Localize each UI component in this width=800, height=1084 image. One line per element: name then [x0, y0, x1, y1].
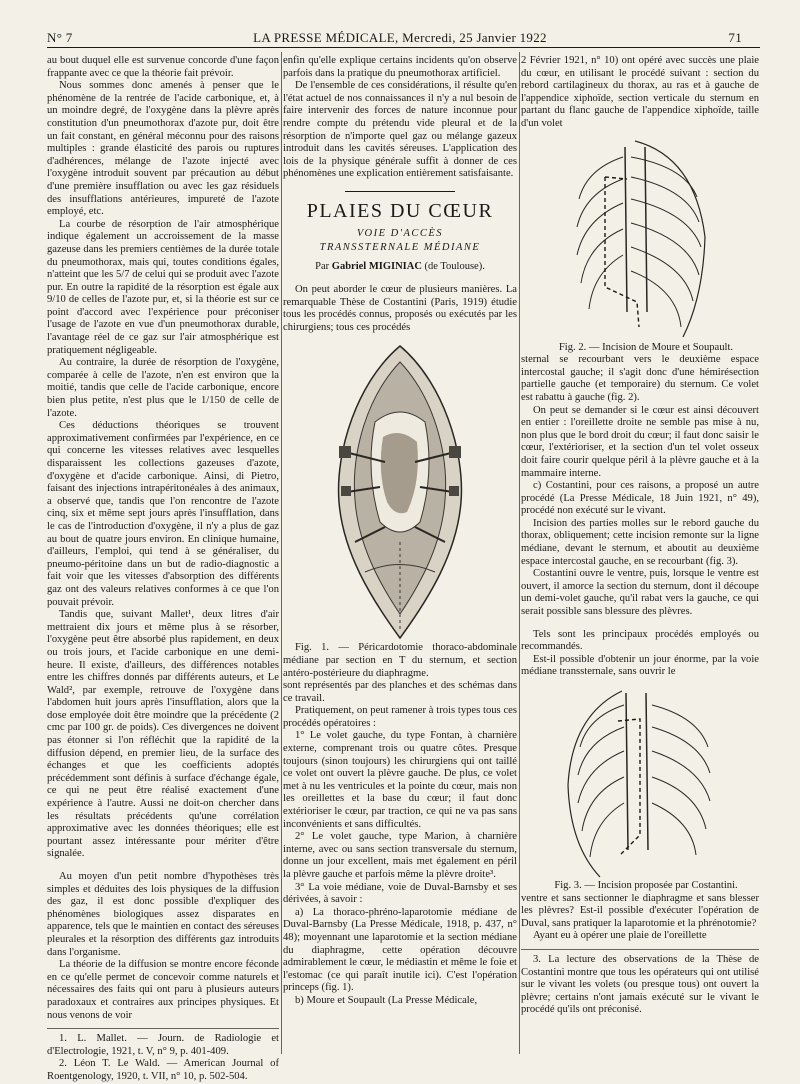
figure-3-caption: Fig. 3. — Incision proposée par Costantini. [554, 880, 738, 891]
header-rule [47, 47, 760, 48]
paragraph: c) Costantini, pour ces raisons, a proposé un autre procédé (La Presse Médicale, 18 Juin 1921, n° 49), procédé non exécuté sur le vivant. [521, 480, 759, 517]
figure-3-illustration [560, 685, 720, 880]
issue-number: N° 7 [47, 30, 73, 45]
page-header [0, 0, 800, 46]
paragraph: On peut aborder le cœur de plusieurs manières. La remarquable Thèse de Costantini (Paris, 1919) étudie tous les procédés connus, proposés ou exécutés par les chirurgiens; tous ces procédés [283, 283, 517, 333]
byline-suffix: (de Toulouse). [421, 260, 485, 272]
column-divider [519, 52, 520, 1054]
column-3 [521, 55, 759, 1075]
paragraph: b) Moure et Soupault (La Presse Médicale, [295, 994, 478, 1006]
figure-2-caption: Fig. 2. — Incision de Moure et Soupault. [558, 341, 734, 353]
footnote: 3. La lecture des observations de la Thèse de Costantini montre que tous les opérateurs qui ont utilisé sur le vivant les volets (ou presque tous) ont ouvert la plèvre; certains n'ont jamais exécuté sur le vivant le procédé qu'ils ont préconisé. [521, 953, 759, 1016]
paragraph: 2 Février 1921, n° 10) ont opéré avec succès une plaie du cœur, en utilisant le procédé suivant : section du rebord cartilagineux du thorax, au ras et à gauche de l'appendice xiphoïde, section verticale du sternum en partant du flanc gauche de l'appendice xiphoïde, taille d'un volet [521, 55, 759, 129]
author-name: Gabriel MIGINIAC [331, 260, 422, 272]
running-title: LA PRESSE MÉDICALE, Mercredi, 25 Janvier 1922 [253, 30, 547, 45]
article-title: PLAIES DU CŒUR [306, 199, 494, 222]
paragraph: Costantini ouvre le ventre, puis, lorsque le ventre est ouvert, il amorce la section du sternum, dont il découpe un demi-volet gauche, qu'il rabat vers la gauche, ce qui serait possible sans blessure des plèvres. [521, 568, 759, 618]
column-2 [283, 55, 517, 1075]
column-divider [281, 52, 282, 1054]
paragraph: La théorie de la diffusion se montre encore féconde en ce qu'elle permet de concevoir comme naturels et nécessaires des faits qui ont paru à plusieurs auteurs paradoxaux et contraires aux principes physiques. Et nous venons de voir [47, 959, 279, 1021]
paragraph: Au moyen d'un petit nombre d'hypothèses très simples et déduites des lois physiques de la diffusion des gaz, il est donc possible d'expliquer des phénomènes biologiques assez disparates en apparence, tels que le maintien en contact des séreuses pleurales et la résorption des différents gaz introduits dans l'organisme. [47, 871, 279, 958]
article-subtitle: VOIE D'ACCÈS [356, 227, 444, 239]
paragraph: Nous sommes donc amenés à penser que le phénomène de la rentrée de l'acide carbonique, et, à un moindre degré, de l'oxygène dans la plèvre après constitution d'un pneumothorax d'azote pur, doit être un fait constant, en général méconnu pour des raisons multiples : grande élasticité des parois ou ruptures d'adhérences, mélange de l'azote injecté avec l'oxygène introduit souvent par précaution au début d'une première insufflation ou avec les gaz résiduels des insufflations antérieures, impureté de l'azote employé, etc. [47, 80, 279, 218]
figure-1-caption: Fig. 1. — Péricardotomie thoraco-abdominale médiane par section en T du sternum, et section antéro-postérieure du diaphragme. [283, 642, 517, 679]
paragraph: Ayant eu à opérer une plaie de l'oreillette [533, 930, 707, 942]
paragraph: 1° Le volet gauche, du type Fontan, à charnière externe, comprenant trois ou quatre côtes. Presque toujours (sinon toujours) les chirurgiens qui ont taillé ce volet ont ouvert la plèvre gauche. De plus, ce volet met à nu les ventricules et la pointe du cœur, mais non les oreillettes et la base du cœur; il faut donc extérioriser le cœur, par traction, ce qui ne va pas sans inconvénients et sans difficultés. [283, 730, 517, 830]
column-1 [47, 55, 279, 1082]
byline-prefix: Par [315, 260, 332, 272]
figure-1-illustration [325, 342, 475, 642]
paragraph: 3° La voie médiane, voie de Duval-Barnsby et ses dérivées, à savoir : [283, 881, 517, 906]
paragraph: Au contraire, la durée de résorption de l'oxygène, comparée à celle de l'azote, n'en est environ que la moitié, tandis que celle de l'acide carbonique, encore bien plus petite, n'est plus que le 1/150 de celle de l'azote. [47, 357, 279, 419]
paragraph: De l'ensemble de ces considérations, il résulte qu'en l'état actuel de nos connaissances il n'y a nul besoin de faire intervenir des forces de nature inconnue pour rendre compte du prétendu vide pleural et de la résorption de n'importe quel gaz ou mélange gazeux introduit dans les cavités séreuses. L'application des lois de la physique générale suffit à donner de ces phénomènes une explication entièrement satisfaisante. [283, 80, 517, 180]
paragraph: Est-il possible d'obtenir un jour énorme, par la voie médiane transsternale, sans ouvrir le [521, 653, 759, 678]
paragraph: sont représentés par des planches et des schémas dans ce travail. [283, 680, 517, 704]
paragraph: ventre et sans sectionner le diaphragme et sans blesser les plèvres? Est-il possible d'exécuter l'opération de Duval, sans pratiquer la laparotomie et la phrénotomie? [521, 892, 759, 929]
page-number: 71 [728, 30, 742, 45]
paragraph: au bout duquel elle est survenue concorde d'une façon frappante avec ce que la théorie fait prévoir. [47, 55, 279, 79]
paragraph: enfin qu'elle explique certains incidents qu'on observe parfois dans la pratique du pneumothorax artificiel. [283, 55, 517, 79]
figure-2-illustration [565, 137, 715, 342]
footnote-rule [521, 949, 759, 950]
footnote: 2. Léon T. Le Wald. — American Journal of Roentgenology, 1920, t. VII, n° 10, p. 502-504. [47, 1058, 279, 1082]
paragraph: 2° Le volet gauche, type Marion, à charnière interne, avec ou sans section transversale du sternum, donne un jour excellent, mais met également en péril la plèvre gauche et parfois même la plèvre droite³. [283, 831, 517, 880]
article-subtitle: TRANSSTERNALE MÉDIANE [319, 241, 481, 253]
footnote: 1. L. Mallet. — Journ. de Radiologie et d'Electrologie, 1921, t. V, n° 9, p. 401-409. [47, 1033, 279, 1057]
paragraph: La courbe de résorption de l'air atmosphérique indique également un accroissement de la masse gazeuse dans les premiers centièmes de la durée totale du pneumothorax, mais qui, toutes conditions égales, n'atteint que les 5/7 de celui qui se produit avec l'azote pur. En outre la rapidité de la résorption est égale aux 9/10 de celles de l'azote pur, et, si la théorie est sur ce point d'accord avec l'expérience pour préconiser l'usage de l'azote en vue d'un pneumothorax durable, l'avantage réel de ce gaz sur l'air atmosphérique est pratiquement négligeable. [47, 218, 279, 356]
paragraph: Incision des parties molles sur le rebord gauche du thorax, obliquement; cette incision remonte sur la ligne médiane, devant le sternum, et aboutit au deuxième espace intercostal gauche, en se recourbant (fig. 3). [521, 517, 759, 567]
paragraph: a) La thoraco-phréno-laparotomie médiane de Duval-Barnsby (La Presse Médicale, 1918, p. 437, n° 48); moyennant une laparotomie et la section médiane du diaphragme, cette opération découvre admirablement le cœur, le médiastin et même le foie et l'estomac (ce qui paraît inutile ici). C'est l'opération princeps (fig. 1). [283, 906, 517, 994]
paragraph: On peut se demander si le cœur est ainsi découvert en entier : l'oreillette droite ne semble pas mise à nu, non plus que le bord droit du cœur; il faut donc saisir le cœur, l'extérioriser, et la section d'un tel volet osseux doit faire courir quelque péril à la plèvre gauche et à la mammaire interne. [521, 404, 759, 479]
section-rule [345, 191, 455, 192]
byline [283, 261, 517, 272]
footnote-rule [47, 1028, 279, 1029]
paragraph: Pratiquement, on peut ramener à trois types tous ces procédés opératoires : [283, 705, 517, 729]
paragraph: Ces déductions théoriques se trouvent approximativement confirmées par l'expérience, en ce qui concerne les vitesses relatives avec lesquelles disparaissent les collections gazeuses d'azote, d'oxygène et d'acide carbonique. Ainsi, di Pietro, faisant des injections intrapéritonéales à des animaux, a observé que, tandis que l'on rencontre de l'azote cinq, six et même sept jours après l'insufflation, dans le cas de l'introduction d'oxygène, il n'y a plus de gaz au bout de quatre jours environ. En clinique humaine, d'ailleurs, l'emploi, qui tend à se généraliser, du pneumo-péritoine dans un but de radio-diagnostic a fait voir que les vitesses d'absorption des différents gaz ont des valeurs relatives conformes à ce que l'on pouvait prévoir. [47, 420, 279, 608]
paragraph: Tels sont les principaux procédés employés ou recommandés. [521, 628, 759, 653]
paragraph: sternal se recourbant vers le deuxième espace intercostal gauche; il s'agit donc d'une hémirésection partielle gauche (et temporaire) du sternum. Ce volet est rabattu à gauche (fig. 2). [521, 354, 759, 403]
paragraph: Tandis que, suivant Mallet¹, deux litres d'air mettraient dix jours et même plus à se résorber, l'oxygène peut être absorbé plus rapidement, en deux ou trois jours, et l'acide carbonique en une demi-heure. Il existe, d'ailleurs, des différences notables entre les chiffres donnés par différents auteurs, et Le Wald², par exemple, retrouve de l'oxygène dans l'abdomen huit jours après l'insufflation, alors que la dose employée doit être moindre que la précédente (2 cmc par 100 gr. de poids). Ces divergences ne doivent pas étonner si l'on réfléchit que la rapidité de la diffusion dépend, en premier lieu, de la surface des échanges et que les coefficients adoptés précédemment sont définis à surface d'échange égale, ce qui ne peut être réalisé exactement d'une expérience à l'autre. Aussi ne doit-on chercher dans les résultats précédents qu'une corrélation approximative avec les données théoriques; elle est pourtant assez intéressante pour mériter d'être signalée. [47, 609, 279, 860]
